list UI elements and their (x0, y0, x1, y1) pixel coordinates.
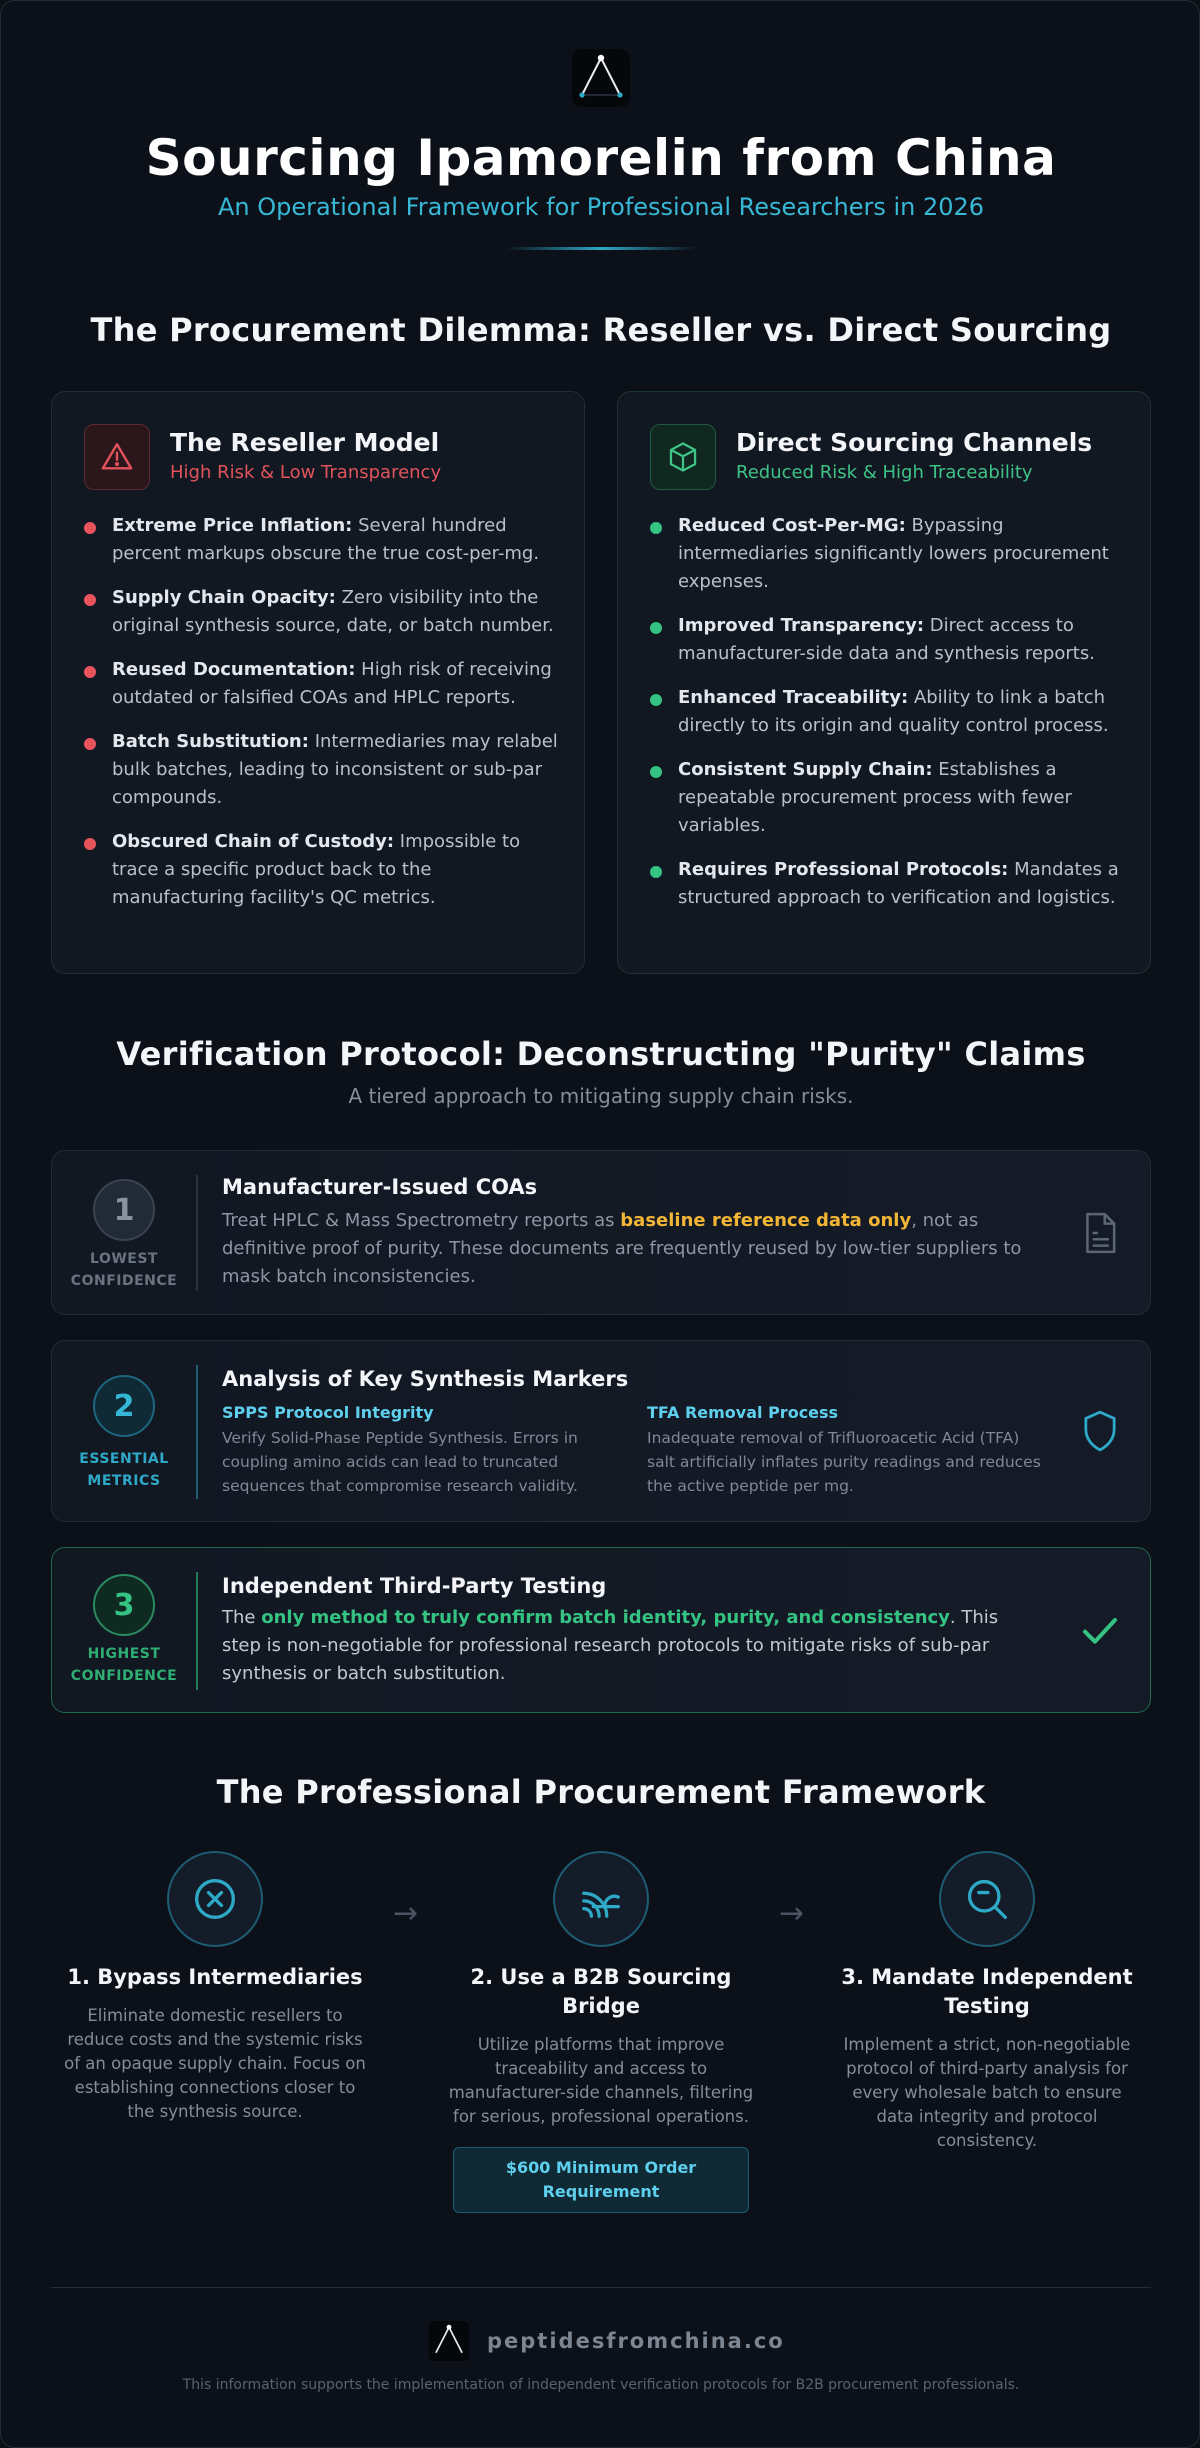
reseller-tagline: High Risk & Low Transparency (170, 462, 442, 483)
verification-section-subtitle: A tiered approach to mitigating supply chain risks. (348, 1084, 854, 1108)
framework-step-2 (441, 1851, 761, 2213)
tier-title: Independent Third-Party Testing (222, 1574, 607, 1598)
step-title: 1. Bypass Intermediaries (67, 1965, 363, 1989)
tier-number: 1 (93, 1179, 155, 1241)
tier-number: 3 (93, 1574, 155, 1636)
page-title: Sourcing Ipamorelin from China (145, 129, 1057, 187)
tier-divider (196, 1572, 198, 1690)
framework-step-3 (827, 1851, 1147, 2153)
tier-confidence-label: LOWEST CONFIDENCE (70, 1251, 178, 1289)
sub-text: Inadequate removal of Trifluoroacetic Acid (TFA) salt artificially inflates purity readings and reduces the active peptide per mg. (647, 1429, 1041, 1495)
sub-title: SPPS Protocol Integrity (222, 1403, 434, 1422)
mountain-peak-logo-icon (572, 49, 630, 107)
minimum-order-badge: $600 Minimum Order Requirement (453, 2147, 749, 2213)
verification-section-title: Verification Protocol: Deconstructing "Purity" Claims (116, 1035, 1086, 1073)
circle-x-icon (167, 1851, 263, 1947)
tier-confidence-label: ESSENTIAL METRICS (79, 1451, 169, 1489)
cube-icon (650, 424, 716, 490)
arrow-right-icon: → (393, 1896, 419, 1931)
list-item: Obscured Chain of Custody: Impossible to trace a specific product back to the manufacturing facility's QC metrics. (84, 828, 564, 912)
tier-description: The only method to truly confirm batch identity, purity, and consistency. This step is non-negotiable for professional research protocols to mitigate risks of sub-par synthesis or batch substitution. (222, 1607, 999, 1684)
list-item: Batch Substitution: Intermediaries may relabel bulk batches, leading to inconsistent or sub-par compounds. (84, 728, 564, 812)
framework-step-1 (55, 1851, 375, 2124)
list-item: Supply Chain Opacity: Zero visibility into the original synthesis source, date, or batch number. (84, 584, 564, 640)
page-subtitle: An Operational Framework for Professional Researchers in 2026 (217, 193, 985, 221)
footer-disclaimer: This information supports the implementation of independent verification protocols for B2B procurement professionals. (182, 2377, 1020, 2393)
sub-text: Verify Solid-Phase Peptide Synthesis. Errors in coupling amino acids can lead to truncated sequences that compromise research validity. (222, 1429, 578, 1495)
reseller-title: The Reseller Model (170, 428, 440, 457)
dilemma-section-title: The Procurement Dilemma: Reseller vs. Direct Sourcing (90, 311, 1112, 349)
tier-divider (196, 1175, 198, 1291)
step-text: Utilize platforms that improve traceability and access to manufacturer-side channels, filtering for serious, professional operations. (448, 2035, 754, 2126)
tier-card-1 (51, 1150, 1151, 1315)
tier-card-3 (51, 1547, 1151, 1713)
direct-sourcing-card (617, 391, 1151, 974)
step-text: Eliminate domestic resellers to reduce costs and the systemic risks of an opaque supply chain. Focus on establishing connections closer to the synthesis source. (64, 2006, 366, 2121)
footer-domain-link[interactable]: peptidesfromchina.co (487, 2329, 785, 2353)
shield-icon (1078, 1407, 1122, 1455)
tier-description: Treat HPLC & Mass Spectrometry reports as baseline reference data only, not as definitive proof of purity. These documents are frequently reused by low-tier suppliers to mask batch inconsistencies. (222, 1210, 1022, 1287)
list-item: Reused Documentation: High risk of receiving outdated or falsified COAs and HPLC reports. (84, 656, 564, 712)
list-item: Reduced Cost-Per-MG: Bypassing intermediaries significantly lowers procurement expenses. (650, 512, 1130, 596)
sub-title: TFA Removal Process (647, 1403, 839, 1422)
framework-section-title: The Professional Procurement Framework (216, 1773, 986, 1811)
step-text: Implement a strict, non-negotiable protocol of third-party analysis for every wholesale batch to ensure data integrity and protocol consistency. (843, 2035, 1131, 2150)
list-item: Requires Professional Protocols: Mandates a structured approach to verification and logistics. (650, 856, 1130, 912)
tfa-removal-block (647, 1403, 1047, 1498)
step-title: 2. Use a B2B Sourcing Bridge (470, 1965, 732, 2018)
step-title: 3. Mandate Independent Testing (841, 1965, 1133, 2018)
tier-divider (196, 1365, 198, 1499)
list-item: Extreme Price Inflation: Several hundred percent markups obscure the true cost-per-mg. (84, 512, 564, 568)
direct-benefit-list (650, 512, 1130, 928)
reseller-risk-list (84, 512, 564, 928)
tier-title: Analysis of Key Synthesis Markers (222, 1367, 629, 1391)
reseller-model-card (51, 391, 585, 974)
signal-bridge-icon (553, 1851, 649, 1947)
checkmark-icon (1078, 1606, 1122, 1654)
warning-icon (84, 424, 150, 490)
tier-confidence-label: HIGHEST CONFIDENCE (70, 1646, 178, 1684)
arrow-right-icon: → (779, 1896, 805, 1931)
spps-integrity-block (222, 1403, 622, 1498)
list-item: Enhanced Traceability: Ability to link a batch directly to its origin and quality control process. (650, 684, 1130, 740)
tier-number: 2 (93, 1375, 155, 1437)
document-icon (1078, 1209, 1122, 1257)
direct-title: Direct Sourcing Channels (736, 428, 1093, 457)
list-item: Consistent Supply Chain: Establishes a repeatable procurement process with fewer variables. (650, 756, 1130, 840)
title-divider (506, 247, 696, 250)
footer-logo-icon (429, 2321, 469, 2361)
search-minus-icon (939, 1851, 1035, 1947)
tier-card-2 (51, 1340, 1151, 1522)
list-item: Improved Transparency: Direct access to manufacturer-side data and synthesis reports. (650, 612, 1130, 668)
tier-title: Manufacturer-Issued COAs (222, 1175, 538, 1199)
direct-tagline: Reduced Risk & High Traceability (736, 462, 1033, 483)
footer-divider (51, 2287, 1151, 2288)
